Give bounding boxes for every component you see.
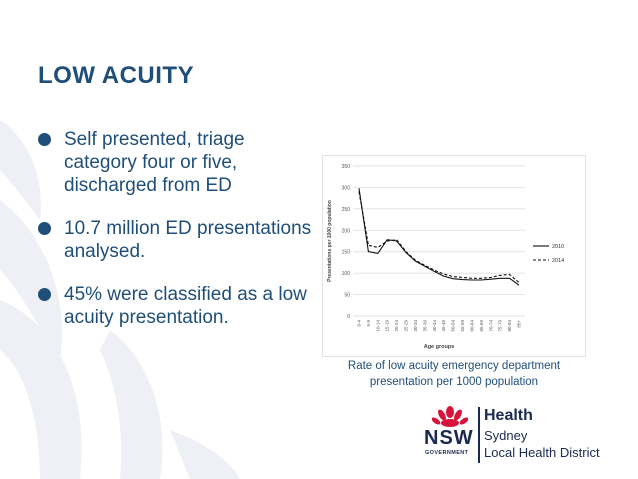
x-tick-label: 70-74 (488, 320, 494, 332)
y-tick-label: 200 (341, 228, 350, 235)
series-line-2010 (359, 188, 519, 285)
bullet-text: 45% were classified as a low acuity presentation. (64, 284, 307, 328)
y-tick-label: 300 (341, 185, 350, 192)
slide-title: LOW ACUITY (38, 62, 195, 89)
bullet-dot-icon (38, 288, 51, 301)
legend-label: 2010 (552, 244, 565, 250)
chart-caption: Rate of low acuity emergency department presentation per 1000 population (347, 360, 561, 388)
y-tick-label: 100 (341, 271, 350, 278)
y-tick-label: 250 (341, 206, 350, 213)
x-tick-label: 25-29 (403, 320, 409, 332)
x-tick-label: 50-54 (450, 320, 456, 332)
y-tick-label: 350 (341, 164, 350, 170)
x-tick-label: 65-69 (478, 320, 484, 332)
bullet-item (38, 217, 318, 263)
bullet-text: Self presented, triage category four or five, discharged from ED (64, 129, 245, 196)
bullet-text: 10.7 million ED presentations analysed. (64, 218, 312, 262)
x-tick-label: 85+ (516, 320, 522, 328)
x-tick-label: 35-39 (422, 320, 428, 332)
nsw-health-logo (424, 405, 614, 465)
logo-district-line-2: Local Health District (484, 445, 600, 460)
logo-government-text: GOVERNMENT (425, 450, 469, 456)
x-tick-label: 20-24 (394, 320, 400, 332)
logo-divider (478, 407, 480, 463)
x-tick-label: 0-4 (356, 320, 362, 327)
x-tick-label: 40-44 (431, 320, 437, 332)
chart-image-frame (322, 155, 586, 357)
bullet-dot-icon (38, 133, 51, 146)
x-tick-label: 30-34 (412, 320, 418, 332)
bullet-list (38, 128, 318, 349)
y-tick-label: 150 (341, 249, 350, 256)
logo-district-line-1: Sydney (484, 428, 528, 443)
x-tick-label: 5-9 (365, 320, 371, 327)
bullet-item (38, 283, 318, 329)
waratah-flower-icon (432, 405, 468, 429)
y-axis-label: Presentations per 1000 population (327, 200, 333, 282)
x-tick-label: 15-19 (384, 320, 390, 332)
x-tick-label: 55-59 (460, 320, 466, 332)
line-chart (323, 156, 585, 356)
x-tick-label: 75-79 (497, 320, 503, 332)
x-tick-label: 80-84 (507, 320, 513, 332)
x-tick-label: 45-49 (441, 320, 447, 332)
bullet-item (38, 128, 318, 197)
logo-nsw-text: NSW (424, 427, 474, 449)
series-line-2014 (359, 192, 519, 283)
x-tick-label: 60-64 (469, 320, 475, 332)
x-axis-label: Age groups (423, 344, 455, 350)
x-tick-label: 10-14 (375, 320, 381, 332)
logo-health-text: Health (484, 407, 533, 424)
bullet-dot-icon (38, 222, 51, 235)
y-tick-label: 0 (347, 314, 350, 320)
y-tick-label: 50 (344, 292, 350, 299)
legend-label: 2014 (552, 258, 565, 264)
